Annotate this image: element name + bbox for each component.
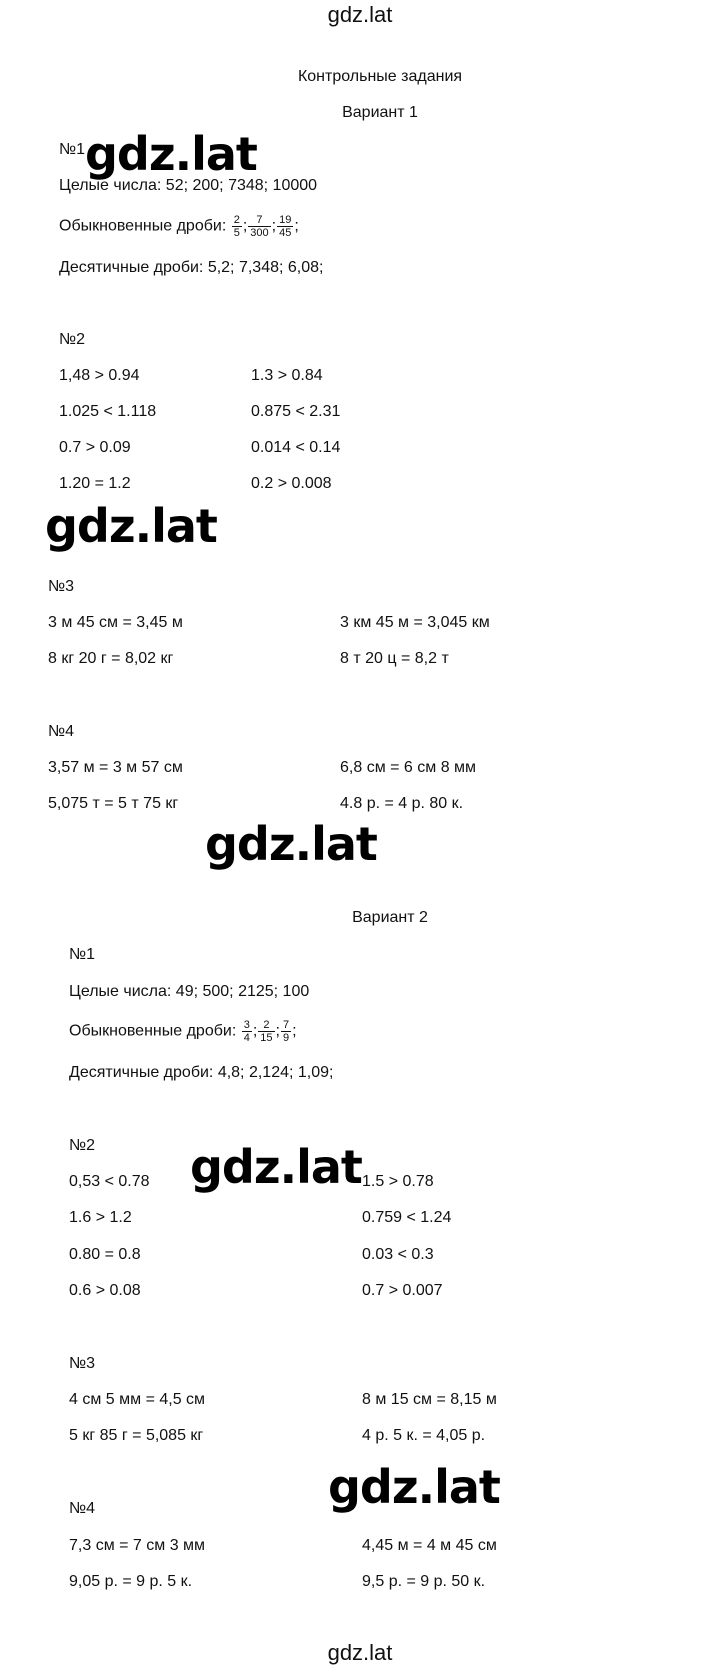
watermark: gdz.lat	[205, 817, 377, 871]
variant-1-title: Вариант 1	[342, 104, 418, 121]
v2-fraction: $\frac{2}{15}$	[260, 1019, 273, 1044]
v2-task-2-row: 1.6 > 1.2	[69, 1209, 132, 1226]
v1-whole-label: Целые числа:	[59, 177, 162, 194]
v1-task-3-row: 3 км 45 м = 3,045 км	[340, 614, 490, 631]
variant-2-title: Вариант 2	[352, 909, 428, 926]
watermark: gdz.lat	[328, 1460, 500, 1514]
v1-fraction: $\frac{2}{5}$	[233, 214, 240, 239]
v1-fractions-label: Обыкновенные дроби:	[59, 217, 227, 235]
watermark: gdz.lat	[45, 499, 217, 553]
v2-fractions-label: Обыкновенные дроби:	[69, 1022, 237, 1040]
v2-task-4-row: 9,05 р. = 9 р. 5 к.	[69, 1573, 193, 1590]
v2-task-1-label: №1	[69, 946, 96, 963]
v1-task-4-label: №4	[48, 723, 75, 740]
v2-task-2-row: 0.7 > 0.007	[362, 1282, 443, 1299]
v1-task-2-row: 0.7 > 0.09	[59, 439, 131, 456]
site-header: gdz.lat	[327, 2, 393, 27]
v1-fraction: $\frac{19}{45}$	[279, 214, 292, 239]
watermark: gdz.lat	[85, 127, 257, 181]
v1-task-4-row: 4.8 р. = 4 р. 80 к.	[340, 795, 464, 812]
v1-common-fractions: Обыкновенные дроби: $\frac{2}{5}$ ; $\frac{7}{300}$ ; $\frac{19}{45}$ ;	[59, 214, 299, 239]
v2-decimal-fractions	[69, 1063, 333, 1083]
v1-task-2-label: №2	[59, 331, 86, 348]
watermark: gdz.lat	[190, 1140, 362, 1194]
v2-task-2-row: 1.5 > 0.78	[362, 1173, 434, 1190]
v1-decimal-fractions	[59, 258, 323, 278]
v2-whole-numbers	[69, 982, 309, 1002]
v1-task-3-row: 8 т 20 ц = 8,2 т	[340, 650, 449, 667]
v2-task-2-row: 0.03 < 0.3	[362, 1246, 434, 1263]
v1-task-2-row: 0.875 < 2.31	[251, 403, 341, 420]
v1-task-4-row: 6,8 см = 6 см 8 мм	[340, 759, 477, 776]
v1-task-1-label: №1	[59, 141, 86, 158]
v1-task-3-row: 3 м 45 см = 3,45 м	[48, 614, 183, 631]
v1-task-2-row: 0.2 > 0.008	[251, 475, 332, 492]
v2-task-3-row: 8 м 15 см = 8,15 м	[362, 1391, 497, 1408]
v1-fraction: $\frac{7}{300}$	[250, 214, 269, 239]
v2-fraction: $\frac{7}{9}$	[283, 1019, 290, 1044]
v1-task-2-row: 0.014 < 0.14	[251, 439, 341, 456]
v1-whole-values: 52; 200; 7348; 10000	[165, 177, 318, 194]
v2-task-4-row: 9,5 р. = 9 р. 50 к.	[362, 1573, 486, 1590]
v2-task-3-row: 4 см 5 мм = 4,5 см	[69, 1391, 206, 1408]
v1-decimals-label: Десятичные дроби:	[59, 259, 204, 276]
v2-task-2-row: 0.80 = 0.8	[69, 1246, 141, 1263]
v1-task-2-row: 1,48 > 0.94	[59, 367, 140, 384]
v2-whole-label: Целые числа:	[69, 983, 172, 1000]
v2-task-3-row: 4 р. 5 к. = 4,05 р.	[362, 1427, 486, 1444]
v2-fraction: $\frac{3}{4}$	[243, 1019, 250, 1044]
v2-task-3-row: 5 кг 85 г = 5,085 кг	[69, 1427, 204, 1444]
v2-task-3-label: №3	[69, 1355, 96, 1372]
page-title: Контрольные задания	[297, 68, 463, 85]
v2-whole-values: 49; 500; 2125; 100	[175, 983, 310, 1000]
v2-decimals-values: 4,8; 2,124; 1,09;	[217, 1064, 334, 1081]
v2-task-4-row: 4,45 м = 4 м 45 см	[362, 1537, 497, 1554]
v2-task-2-label: №2	[69, 1137, 96, 1154]
v1-task-3-label: №3	[48, 578, 75, 595]
v1-task-4-row: 5,075 т = 5 т 75 кг	[48, 795, 179, 812]
v2-task-2-row: 0.759 < 1.24	[362, 1209, 452, 1226]
v1-task-2-row: 1.025 < 1.118	[59, 403, 157, 420]
v1-task-3-row: 8 кг 20 г = 8,02 кг	[48, 650, 174, 667]
v1-task-4-row: 3,57 м = 3 м 57 см	[48, 759, 183, 776]
v2-task-2-row: 0.6 > 0.08	[69, 1282, 141, 1299]
site-footer: gdz.lat	[327, 1640, 393, 1665]
v2-decimals-label: Десятичные дроби:	[69, 1064, 214, 1081]
v1-decimals-values: 5,2; 7,348; 6,08;	[207, 259, 324, 276]
v2-task-4-row: 7,3 см = 7 см 3 мм	[69, 1537, 206, 1554]
v2-common-fractions: Обыкновенные дроби: $\frac{3}{4}$ ; $\frac{2}{15}$ ; $\frac{7}{9}$ ;	[69, 1019, 297, 1044]
v1-task-2-row: 1.3 > 0.84	[251, 367, 323, 384]
v2-task-2-row: 0,53 < 0.78	[69, 1173, 150, 1190]
v2-task-4-label: №4	[69, 1500, 96, 1517]
v1-task-2-row: 1.20 = 1.2	[59, 475, 131, 492]
